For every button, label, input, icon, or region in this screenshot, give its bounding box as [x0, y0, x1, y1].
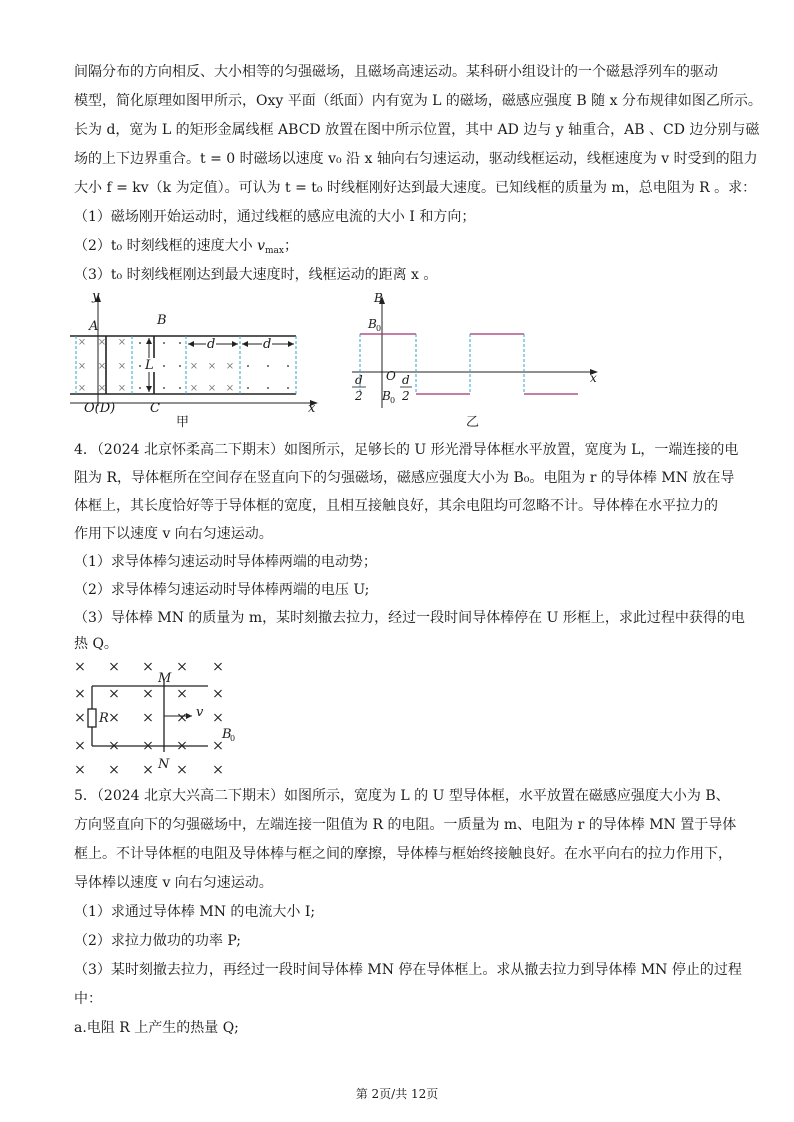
svg-text:×: ×: [207, 361, 217, 372]
svg-text:×: ×: [142, 659, 154, 675]
label-v: v: [196, 705, 204, 720]
figure-problem4: [66, 656, 256, 778]
problem5-question-3a: a.电阻 R 上产生的热量 Q;: [74, 1020, 239, 1036]
label-C: C: [150, 401, 160, 416]
label-d-2: d: [263, 337, 272, 352]
svg-text:×: ×: [212, 710, 224, 726]
svg-text:×: ×: [77, 361, 87, 372]
svg-text:×: ×: [212, 762, 224, 778]
svg-text:×: ×: [108, 686, 120, 702]
figure-yi-caption: 乙: [466, 415, 480, 430]
problem5-line-4: 导体棒以速度 v 向右匀速运动。: [74, 875, 273, 891]
label-R: R: [99, 711, 109, 726]
problem4-line-4: 作用下以速度 v 向右匀速运动。: [74, 526, 273, 542]
label-B0: B: [222, 727, 232, 742]
svg-text:×: ×: [176, 710, 188, 726]
svg-text:×: ×: [176, 762, 188, 778]
label-x: x: [308, 401, 316, 416]
svg-text:×: ×: [74, 686, 86, 702]
label-M: M: [158, 671, 172, 686]
problem4-question-3: （3）导体棒 MN 的质量为 m，某时刻撤去拉力，经过一段时间导体棒停在 U 形框上，求此过程中获得的电: [74, 610, 745, 626]
svg-text:×: ×: [97, 337, 107, 348]
svg-text:×: ×: [176, 686, 188, 702]
problem3-line-3: 长为 d，宽为 L 的矩形金属线框 ABCD 放置在图中所示位置，其中 AD 边与 y 轴重合，AB 、CD 边分别与磁: [74, 122, 760, 138]
svg-text:×: ×: [117, 337, 127, 348]
problem5-question-1: （1）求通过导体棒 MN 的电流大小 I;: [74, 904, 316, 920]
svg-text:×: ×: [97, 383, 107, 394]
problem3-question-2: [74, 236, 734, 261]
svg-text:×: ×: [74, 762, 86, 778]
svg-text:×: ×: [225, 361, 235, 372]
figure-jia-caption: 甲: [176, 415, 190, 430]
label-pos-2: 2: [402, 389, 410, 403]
problem4-line-2: 阻为 R，导体框所在空间存在竖直向下的匀强磁场，磁感应强度大小为 B₀。电阻为 r 的导体棒 MN 放在导: [74, 470, 735, 486]
problem5-question-3: （3）某时刻撤去拉力，再经过一段时间导体棒 MN 停在导体框上。求从撤去拉力到导体棒 MN 停止的过程: [74, 962, 742, 978]
svg-text:×: ×: [176, 659, 188, 675]
problem5-line-2: 方向竖直向下的匀强磁场中，左端连接一阻值为 R 的电阻。一质量为 m、电阻为 r 的导体棒 MN 置于导体: [74, 817, 737, 833]
label-neg-2: 2: [355, 389, 363, 403]
label-neg-d: d: [355, 373, 363, 387]
svg-text:×: ×: [142, 762, 154, 778]
svg-text:×: ×: [117, 383, 127, 394]
svg-text:×: ×: [189, 361, 199, 372]
svg-text:×: ×: [225, 383, 235, 394]
problem3-line-2: 模型，简化原理如图甲所示，Oxy 平面（纸面）内有宽为 L 的磁场，磁感应强度 B 随 x 分布规律如图乙所示。: [74, 93, 762, 109]
q2-text: 时刻线框的速度大小: [122, 238, 258, 254]
label-L: L: [145, 358, 154, 373]
label-B0-sub: 0: [230, 734, 236, 743]
svg-text:×: ×: [142, 738, 154, 754]
problem3-line-1: 间隔分布的方向相反、大小相等的匀强磁场，且磁场高速运动。某科研小组设计的一个磁悬浮列车的驱动: [74, 64, 718, 80]
label-B-axis: B: [374, 291, 383, 305]
label-B0-bottom-sub: 0: [390, 396, 396, 405]
label-B0-bottom: B: [382, 389, 391, 403]
page-footer: 第 2页/共 12页: [355, 1087, 439, 1101]
label-N: N: [158, 757, 170, 772]
label-d-1: d: [207, 337, 216, 352]
svg-text:×: ×: [142, 710, 154, 726]
q2-prefix: （2）: [74, 238, 111, 254]
svg-text:×: ×: [77, 383, 87, 394]
svg-text:×: ×: [212, 659, 224, 675]
problem3-question-3: （3）t₀ 时刻线框刚达到最大速度时，线框运动的距离 x 。: [74, 267, 438, 283]
figure-yi: [346, 288, 608, 430]
svg-text:×: ×: [74, 710, 86, 726]
svg-text:×: ×: [77, 337, 87, 348]
svg-text:×: ×: [108, 738, 120, 754]
label-B: B: [157, 313, 167, 328]
svg-text:×: ×: [108, 659, 120, 675]
svg-text:×: ×: [117, 361, 127, 372]
q2-v: v: [257, 238, 265, 254]
problem4-question-3-cont: 热 Q。: [74, 636, 118, 652]
label-x: x: [590, 371, 597, 385]
svg-text:×: ×: [176, 738, 188, 754]
figure-jia: [64, 288, 326, 430]
svg-text:×: ×: [189, 383, 199, 394]
svg-text:×: ×: [74, 659, 86, 675]
q2-vmax-sub: max: [265, 246, 284, 256]
svg-text:×: ×: [74, 738, 86, 754]
q2-t0: t₀: [110, 238, 123, 254]
svg-text:×: ×: [212, 686, 224, 702]
label-O: O: [386, 369, 396, 383]
label-A: A: [89, 319, 99, 334]
svg-text:×: ×: [108, 710, 120, 726]
problem5-line-3: 框上。不计导体框的电阻及导体棒与框之间的摩擦，导体棒与框始终接触良好。在水平向右的拉力作用下，: [74, 846, 732, 862]
problem3-question-1: （1）磁场刚开始运动时，通过线框的感应电流的大小 I 和方向；: [74, 209, 476, 225]
svg-text:×: ×: [108, 762, 120, 778]
problem3-line-5: 大小 f = kv（k 为定值）。可认为 t = t₀ 时线框刚好达到最大速度。已知线框的质量为 m，总电阻为 R 。求：: [74, 180, 757, 196]
svg-text:×: ×: [142, 686, 154, 702]
label-pos-d: d: [402, 373, 410, 387]
problem3-line-4: 场的上下边界重合。t = 0 时磁场以速度 v₀ 沿 x 轴向右匀速运动，驱动线框运动，线框速度为 v 时受到的阻力: [74, 151, 758, 167]
svg-text:×: ×: [207, 383, 217, 394]
q2-end: ；: [283, 238, 298, 254]
problem5-question-3-cont: 中：: [74, 991, 102, 1007]
label-OD: O(D): [84, 401, 116, 416]
problem4-question-1: （1）求导体棒匀速运动时导体棒两端的电动势；: [74, 554, 377, 570]
label-B0-top: B: [368, 317, 377, 331]
svg-text:×: ×: [212, 738, 224, 754]
problem5-line-1: 5．（2024 北京大兴高二下期末）如图所示，宽度为 L 的 U 型导体框，水平放置在磁感应强度大小为 B、: [74, 788, 730, 804]
svg-text:×: ×: [97, 361, 107, 372]
problem4-line-1: 4．（2024 北京怀柔高二下期末）如图所示，足够长的 U 形光滑导体框水平放置，宽度为 L，一端连接的电: [74, 442, 739, 458]
problem4-question-2: （2）求导体棒匀速运动时导体棒两端的电压 U;: [74, 582, 370, 598]
label-y: y: [92, 289, 100, 304]
problem4-line-3: 体框上，其长度恰好等于导体框的宽度，且相互接触良好，其余电阻均可忽略不计。导体棒在水平拉力的: [74, 498, 718, 514]
problem5-question-2: （2）求拉力做功的功率 P;: [74, 933, 241, 949]
label-B0-top-sub: 0: [376, 324, 382, 333]
